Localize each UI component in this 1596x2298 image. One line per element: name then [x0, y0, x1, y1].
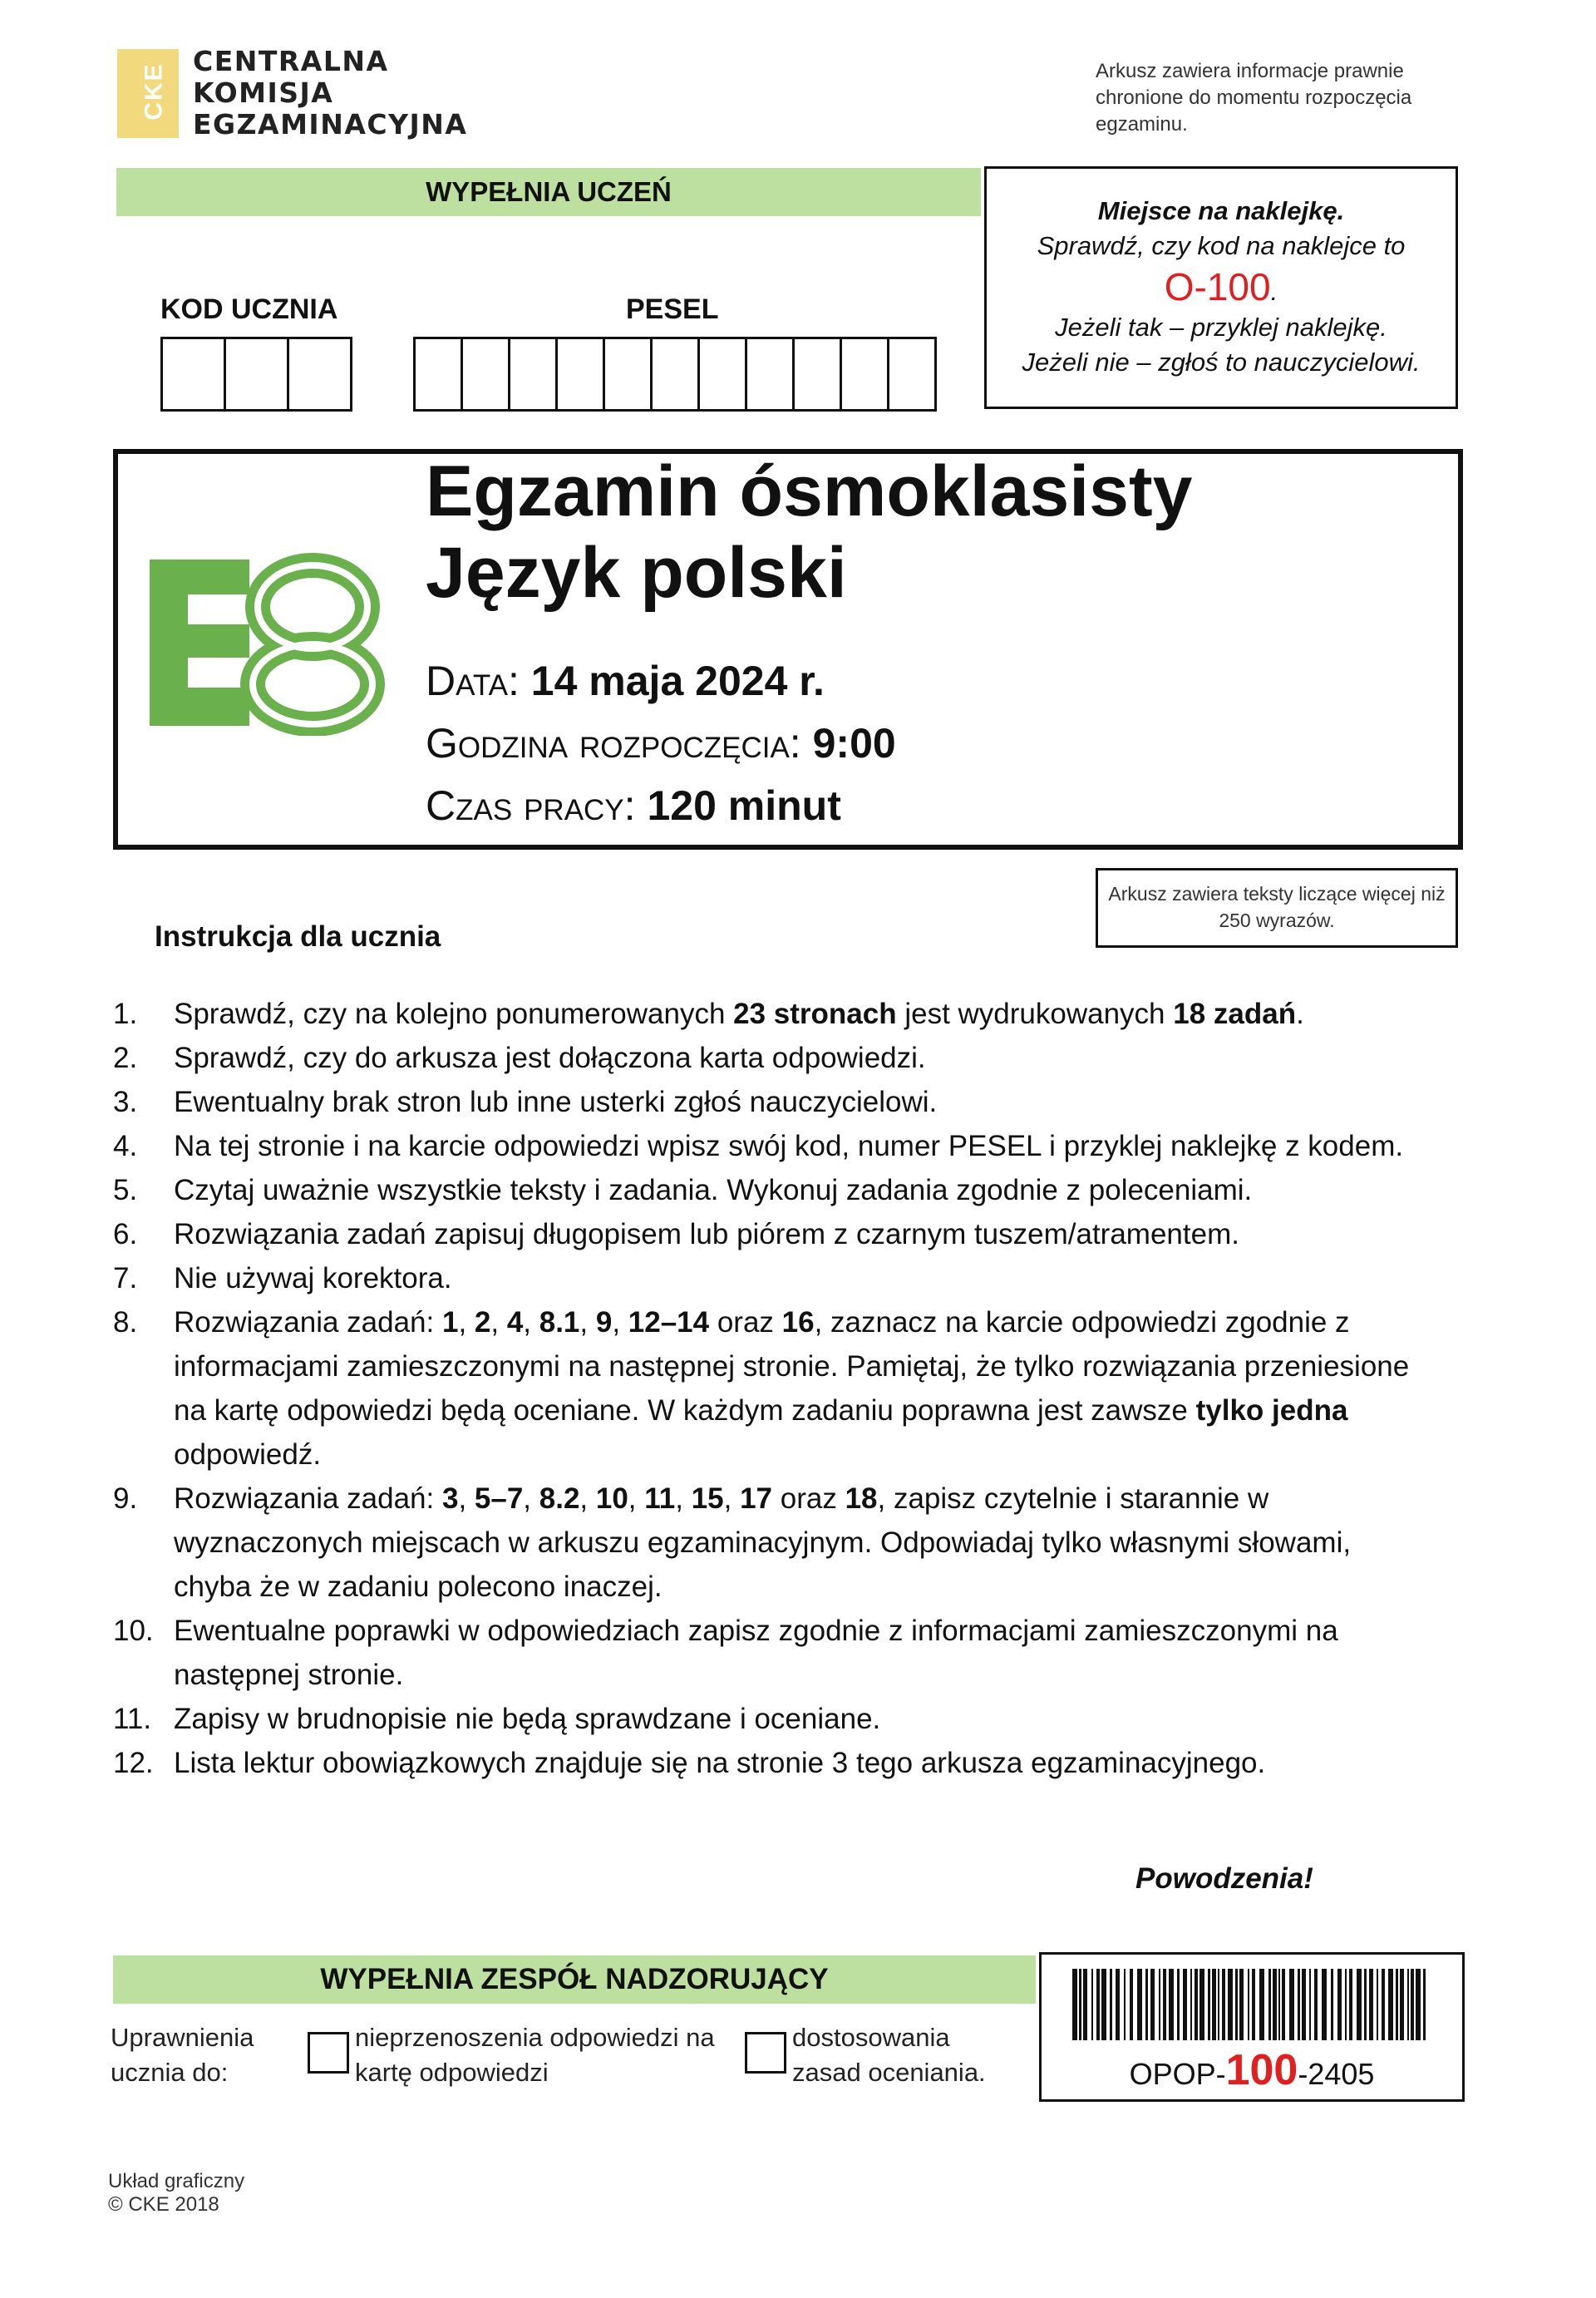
exam-date: [426, 657, 825, 705]
instruction-number: 1.: [113, 998, 138, 1030]
barcode-bar: [1235, 1969, 1238, 2040]
instruction-text: Ewentualne poprawki w odpowiedziach zapisz zgodnie z informacjami zamieszczonymi na następnej stronie.: [174, 1615, 1338, 1691]
barcode-bar: [1212, 1969, 1216, 2040]
pesel-field[interactable]: [413, 337, 937, 412]
barcode-bar: [1190, 1969, 1192, 2040]
pesel-digit-box[interactable]: [558, 339, 605, 409]
exam-duration-value: 120 minut: [647, 782, 841, 829]
instruction-text: 5–7: [474, 1482, 524, 1515]
instruction-text: ,: [579, 1482, 596, 1515]
barcode-bar: [1349, 1969, 1352, 2040]
instruction-item: [113, 992, 1410, 1036]
cke-logo-mark-text: CKE: [140, 62, 168, 121]
student-code-digit-box[interactable]: [226, 339, 289, 409]
instruction-item: [113, 1609, 1410, 1697]
barcode-bar: [1298, 1969, 1300, 2040]
instruction-number: 7.: [113, 1262, 138, 1294]
exam-title: Egzamin ósmoklasisty: [426, 451, 1193, 531]
student-code-field[interactable]: [160, 337, 352, 412]
exam-date-value: 14 maja 2024 r.: [530, 658, 825, 704]
instruction-text: , zaznacz na karcie odpowiedzi zgodnie z informacjami zamieszczonymi na następnej stronie. Pamiętaj, że tylko rozwiązania przeniesione na kartę odpowiedzi będą oceniane. W każdym zadaniu poprawna jest zawsze: [174, 1306, 1410, 1427]
pesel-digit-box[interactable]: [463, 339, 510, 409]
instruction-item: [113, 1741, 1410, 1785]
instruction-text: ,: [612, 1306, 628, 1339]
sticker-code: O-100: [1164, 265, 1271, 308]
instruction-item: [113, 1168, 1410, 1212]
student-code-digit-box[interactable]: [163, 339, 226, 409]
instruction-text: Nie używaj korektora.: [174, 1262, 452, 1294]
instruction-text: Rozwiązania zadań zapisuj długopisem lub piórem z czarnym tuszem/atramentem.: [174, 1218, 1239, 1250]
instruction-text: ,: [490, 1306, 507, 1339]
sticker-title: Miejsce na naklejkę.: [1097, 196, 1345, 225]
sticker-code-suffix: .: [1270, 277, 1278, 306]
barcode-suffix: -2405: [1298, 2057, 1375, 2091]
instruction-text: 18 zadań: [1173, 998, 1297, 1030]
barcode-bar: [1083, 1969, 1087, 2040]
logo-line: CENTRALNA: [193, 45, 389, 77]
pesel-digit-box[interactable]: [889, 339, 934, 409]
barcode-bar: [1382, 1969, 1385, 2040]
instruction-number: 12.: [113, 1747, 154, 1779]
instruction-text: Na tej stronie i na karcie odpowiedzi wpisz swój kod, numer PESEL i przyklej naklejkę z kodem.: [174, 1130, 1404, 1162]
barcode-bar: [1091, 1969, 1093, 2040]
instruction-text: 16: [781, 1306, 815, 1339]
student-section-bar: WYPEŁNIA UCZEŃ: [116, 168, 981, 216]
sticker-code-line: [987, 264, 1456, 310]
instructions-title: Instrukcja dla ucznia: [155, 920, 441, 953]
barcode-bar: [1411, 1969, 1414, 2040]
barcode-bar: [1278, 1969, 1280, 2040]
barcode-bar: [1150, 1969, 1155, 2040]
barcode-bar: [1079, 1969, 1081, 2040]
barcode-bar: [1388, 1969, 1393, 2040]
instruction-number: 3.: [113, 1086, 138, 1118]
barcode-bar: [1369, 1969, 1373, 2040]
good-luck-text: Powodzenia!: [1135, 1862, 1313, 1895]
barcode-bar: [1195, 1969, 1198, 2040]
instruction-text: Czytaj uważnie wszystkie teksty i zadania. Wykonuj zadania zgodnie z poleceniami.: [174, 1174, 1253, 1206]
instruction-text: oraz: [709, 1306, 782, 1339]
instruction-text: Sprawdź, czy do arkusza jest dołączona karta odpowiedzi.: [174, 1042, 926, 1074]
word-count-note: Arkusz zawiera teksty liczące więcej niż 250 wyrazów.: [1096, 868, 1458, 948]
instruction-text: Lista lektur obowiązkowych znajduje się na stronie 3 tego arkusza egzaminacyjnego.: [174, 1747, 1266, 1779]
barcode-bar: [1331, 1969, 1333, 2040]
barcode-prefix: OPOP-: [1129, 2057, 1226, 2091]
footer-credit: [108, 2170, 244, 2217]
pesel-digit-box[interactable]: [700, 339, 747, 409]
instruction-text: 9: [595, 1306, 613, 1339]
barcode-icon: [1072, 1969, 1431, 2040]
instruction-number: 6.: [113, 1218, 138, 1250]
instruction-text: ,: [458, 1306, 475, 1339]
barcode-bar: [1314, 1969, 1318, 2040]
sticker-check-text: Sprawdź, czy kod na naklejce to: [1037, 231, 1406, 260]
pesel-digit-box[interactable]: [842, 339, 889, 409]
instruction-text: 3: [441, 1482, 459, 1515]
barcode-bar: [1072, 1969, 1077, 2040]
no-transfer-label: nieprzenoszenia odpowiedzi na kartę odpowiedzi: [355, 2023, 715, 2087]
barcode-bar: [1145, 1969, 1148, 2040]
barcode-bar: [1302, 1969, 1306, 2040]
rights-label: Uprawnienia ucznia do:: [111, 2023, 254, 2087]
sticker-placeholder: [984, 166, 1458, 409]
instruction-text: 8.2: [539, 1482, 580, 1515]
supervisor-section-bar: WYPEŁNIA ZESPÓŁ NADZORUJĄCY: [113, 1955, 1036, 2004]
pesel-digit-box[interactable]: [510, 339, 558, 409]
instruction-item: [113, 1080, 1410, 1124]
protected-info-note: Arkusz zawiera informacje prawnie chronione do momentu rozpoczęcia egzaminu.: [1096, 60, 1412, 136]
footer-line: © CKE 2018: [108, 2193, 219, 2216]
instruction-text: 1: [441, 1306, 459, 1339]
exam-start-time: [426, 719, 896, 767]
instructions-list: [113, 992, 1410, 1785]
instruction-text: odpowiedź.: [174, 1438, 322, 1471]
sticker-yes-line: Jeżeli tak – przyklej naklejkę.: [1055, 313, 1387, 342]
barcode-bar: [1169, 1969, 1174, 2040]
no-transfer-checkbox[interactable]: [308, 2032, 349, 2074]
instruction-text: Ewentualny brak stron lub inne usterki zgłoś nauczycielowi.: [174, 1086, 938, 1118]
cke-logo-text: [193, 46, 467, 141]
barcode-bar: [1110, 1969, 1112, 2040]
instruction-text: ,: [458, 1482, 475, 1515]
exam-start-value: 9:00: [812, 720, 896, 767]
instruction-text: 17: [740, 1482, 773, 1515]
barcode-bar: [1183, 1969, 1187, 2040]
instruction-text: ,: [723, 1482, 741, 1515]
barcode-bar: [1096, 1969, 1100, 2040]
instruction-text: 4: [506, 1306, 524, 1339]
barcode-bar: [1423, 1969, 1426, 2040]
barcode-bar: [1407, 1969, 1409, 2040]
instruction-text: 23 stronach: [733, 998, 897, 1030]
instruction-item: [113, 1036, 1410, 1080]
instruction-number: 11.: [113, 1703, 152, 1735]
instruction-text: ,: [579, 1306, 596, 1339]
pesel-digit-box[interactable]: [653, 339, 700, 409]
barcode-bar: [1364, 1969, 1367, 2040]
instruction-text: ,: [523, 1306, 539, 1339]
instruction-number: 10.: [113, 1615, 154, 1647]
exam-date-label: Data:: [426, 658, 520, 704]
barcode-bar: [1400, 1969, 1404, 2040]
instruction-text: 15: [691, 1482, 724, 1515]
barcode-code: [1039, 2045, 1465, 2095]
barcode-bar: [1309, 1969, 1311, 2040]
e8-logo-icon: [146, 553, 387, 736]
barcode-bar: [1282, 1969, 1285, 2040]
cke-logo-mark: [117, 49, 179, 138]
instruction-text: 12–14: [628, 1306, 710, 1339]
barcode-bar: [1159, 1969, 1160, 2040]
instruction-number: 4.: [113, 1130, 138, 1162]
barcode-bar: [1322, 1969, 1327, 2040]
barcode-bar: [1130, 1969, 1133, 2040]
barcode-bar: [1396, 1969, 1398, 2040]
instruction-number: 5.: [113, 1174, 138, 1206]
instruction-item: [113, 1212, 1410, 1256]
instruction-text: Rozwiązania zadań:: [174, 1482, 442, 1515]
barcode-bar: [1345, 1969, 1347, 2040]
instruction-text: 2: [474, 1306, 491, 1339]
barcode-bar: [1337, 1969, 1342, 2040]
instruction-item: [113, 1256, 1410, 1300]
barcode-bar: [1163, 1969, 1166, 2040]
logo-line: EGZAMINACYJNA: [193, 108, 468, 141]
instruction-text: tylko jedna: [1195, 1394, 1348, 1427]
pesel-digit-box[interactable]: [795, 339, 842, 409]
instruction-item: [113, 1300, 1410, 1477]
instruction-text: ,: [523, 1482, 539, 1515]
instruction-text: ,: [675, 1482, 692, 1515]
barcode-bar: [1124, 1969, 1126, 2040]
logo-line: KOMISJA: [193, 76, 334, 109]
exam-start-label: Godzina rozpoczęcia:: [426, 720, 801, 767]
instruction-text: 10: [595, 1482, 628, 1515]
barcode-bar: [1239, 1969, 1244, 2040]
instruction-text: 18: [845, 1482, 878, 1515]
instruction-item: [113, 1697, 1410, 1741]
barcode-middle: 100: [1225, 2046, 1298, 2094]
exam-duration-label: Czas pracy:: [426, 782, 636, 829]
adjusted-grading-label: dostosowania zasad oceniania.: [792, 2023, 986, 2087]
barcode-bar: [1377, 1969, 1378, 2040]
instruction-text: Rozwiązania zadań:: [174, 1306, 442, 1339]
student-code-label: KOD UCZNIA: [160, 293, 338, 325]
instruction-text: 8.1: [539, 1306, 580, 1339]
instruction-number: 9.: [113, 1482, 138, 1515]
barcode-bar: [1199, 1969, 1204, 2040]
instruction-text: jest wydrukowanych: [896, 998, 1174, 1030]
sticker-no-line: Jeżeli nie – zgłoś to nauczycielowi.: [1022, 348, 1421, 377]
pesel-digit-box[interactable]: [605, 339, 653, 409]
barcode-bar: [1116, 1969, 1120, 2040]
barcode-bar: [1268, 1969, 1271, 2040]
pesel-digit-box[interactable]: [747, 339, 795, 409]
barcode-bar: [1252, 1969, 1255, 2040]
exam-subject: Język polski: [426, 533, 847, 613]
barcode-bar: [1101, 1969, 1106, 2040]
barcode-bar: [1416, 1969, 1421, 2040]
barcode-bar: [1273, 1969, 1277, 2040]
barcode-bar: [1208, 1969, 1210, 2040]
footer-line: Układ graficzny: [108, 2170, 245, 2192]
barcode-bar: [1289, 1969, 1294, 2040]
instruction-text: 11: [644, 1482, 676, 1515]
instruction-number: 2.: [113, 1042, 138, 1074]
instruction-text: oraz: [772, 1482, 845, 1515]
adjusted-grading-checkbox[interactable]: [745, 2032, 786, 2074]
instruction-text: Zapisy w brudnopisie nie będą sprawdzane i oceniane.: [174, 1703, 881, 1735]
barcode-bar: [1177, 1969, 1180, 2040]
barcode-bar: [1218, 1969, 1219, 2040]
barcode-bar: [1222, 1969, 1225, 2040]
barcode-bar: [1357, 1969, 1362, 2040]
instruction-item: [113, 1124, 1410, 1168]
barcode-bar: [1228, 1969, 1233, 2040]
instruction-text: , zapisz czytelnie i starannie w wyznaczonych miejscach w arkuszu egzaminacyjnym. Odpowiadaj tylko własnymi słowami, chyba że w zadaniu polecono inaczej.: [174, 1482, 1352, 1603]
instruction-number: 8.: [113, 1306, 138, 1339]
barcode-bar: [1259, 1969, 1264, 2040]
student-code-digit-box[interactable]: [289, 339, 350, 409]
instruction-text: ,: [628, 1482, 645, 1515]
pesel-digit-box[interactable]: [416, 339, 463, 409]
barcode-bar: [1137, 1969, 1142, 2040]
instruction-item: [113, 1477, 1410, 1609]
pesel-label: PESEL: [626, 293, 719, 325]
instruction-text: Sprawdź, czy na kolejno ponumerowanych: [174, 998, 734, 1030]
instruction-text: .: [1296, 998, 1304, 1030]
barcode-bar: [1248, 1969, 1249, 2040]
exam-duration: [426, 782, 841, 830]
